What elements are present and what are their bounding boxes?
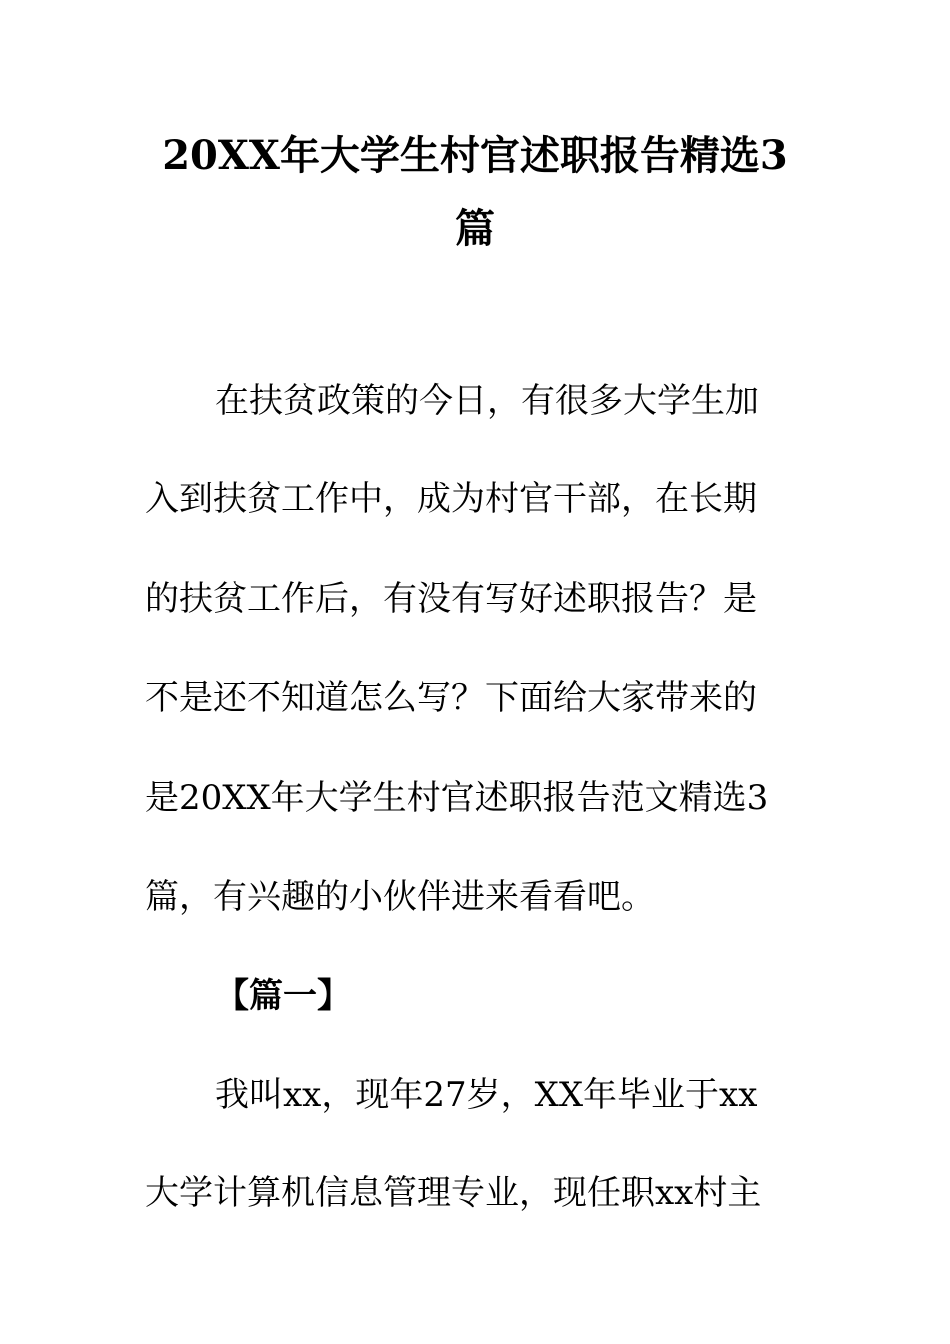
intro-paragraph-line: 在扶贫政策的今日，有很多大学生加 — [215, 381, 759, 421]
document-title-line-1: 20XX年大学生村官述职报告精选3 — [162, 132, 788, 179]
section-heading: 【篇一】 — [215, 976, 351, 1016]
intro-paragraph-line: 篇，有兴趣的小伙伴进来看看吧。 — [145, 877, 655, 917]
section-paragraph-line: 大学计算机信息管理专业，现任职xx村主 — [145, 1173, 762, 1213]
section-paragraph-line: 我叫xx，现年27岁，XX年毕业于xx — [215, 1075, 758, 1115]
intro-paragraph-line: 的扶贫工作后，有没有写好述职报告？是 — [145, 579, 757, 619]
document-title-line-2: 篇 — [455, 205, 495, 252]
intro-paragraph-line: 入到扶贫工作中，成为村官干部，在长期 — [145, 479, 757, 519]
intro-paragraph-line: 是20XX年大学生村官述职报告范文精选3 — [145, 778, 769, 818]
intro-paragraph-line: 不是还不知道怎么写？下面给大家带来的 — [145, 678, 757, 718]
